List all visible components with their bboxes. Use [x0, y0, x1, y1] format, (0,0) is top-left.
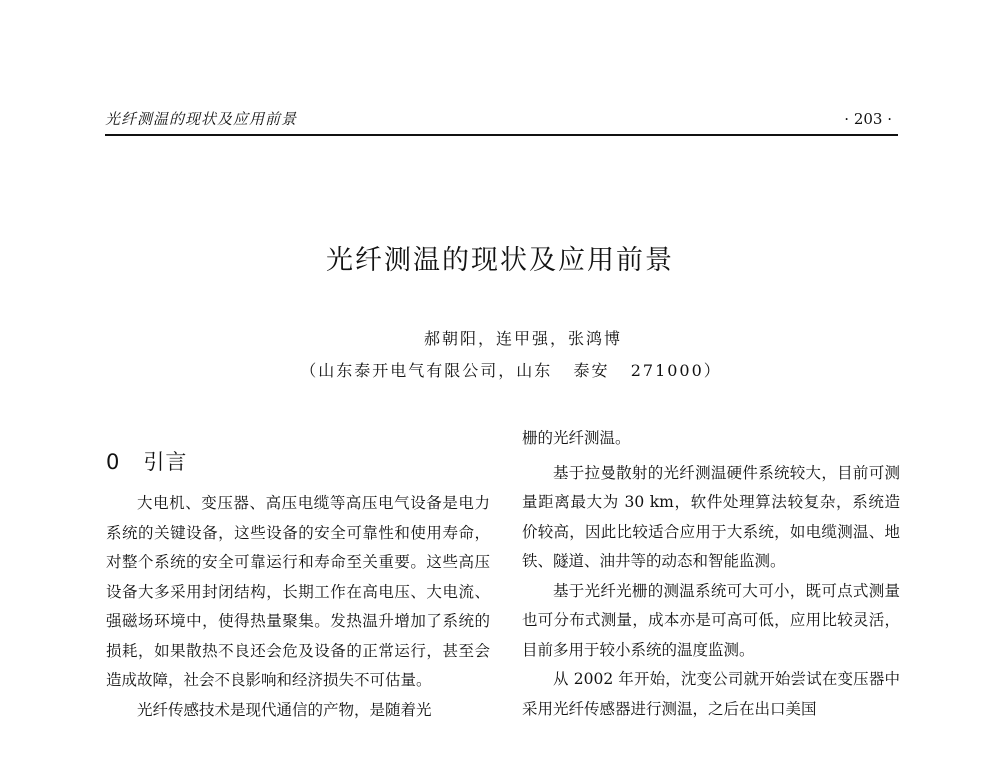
left-column — [106, 489, 490, 725]
running-head — [105, 108, 898, 136]
right-column — [522, 424, 900, 724]
body-paragraph: 大电机、变压器、高压电缆等高压电气设备是电力系统的关键设备，这些设备的安全可靠性和使用寿命，对整个系统的安全可靠运行和寿命至关重要。这些高压设备大多采用封闭结构，长期工作在高电压、大电流、强磁场环境中，使得热量聚集。发热温升增加了系统的损耗，如果散热不良还会危及设备的正常运行，甚至会造成故障，社会不良影响和经济损失不可估量。 — [106, 494, 490, 689]
body-paragraph: 光纤传感技术是现代通信的产物，是随着光 — [137, 700, 432, 719]
body-paragraph: 基于拉曼散射的光纤测温硬件系统较大，目前可测量距离最大为 30 km，软件处理算法较复杂，系统造价较高，因此比较适合应用于大系统，如电缆测温、地铁、隧道、油井等的动态和智能监测。 — [522, 463, 900, 570]
paper-title: 光纤测温的现状及应用前景 — [326, 245, 674, 276]
body-paragraph: 从 2002 年开始，沈变公司就开始尝试在变压器中采用光纤传感器进行测温，之后在出口美国 — [522, 670, 900, 718]
running-head-title: 光纤测温的现状及应用前景 — [105, 110, 298, 128]
page-number: · 203 · — [844, 110, 892, 128]
author-list: 郝朝阳，连甲强，张鸿博 — [423, 329, 622, 348]
body-paragraph: 栅的光纤测温。 — [522, 429, 631, 447]
section-title: 引言 — [143, 450, 188, 474]
body-paragraph: 基于光纤光栅的测温系统可大可小，既可点式测量也可分布式测量，成本亦是可高可低，应用比较灵活，目前多用于较小系统的温度监测。 — [522, 581, 900, 659]
affiliation: （山东泰开电气有限公司，山东 泰安 271000） — [300, 361, 722, 380]
section-heading — [106, 447, 187, 477]
section-number: 0 — [106, 450, 121, 474]
